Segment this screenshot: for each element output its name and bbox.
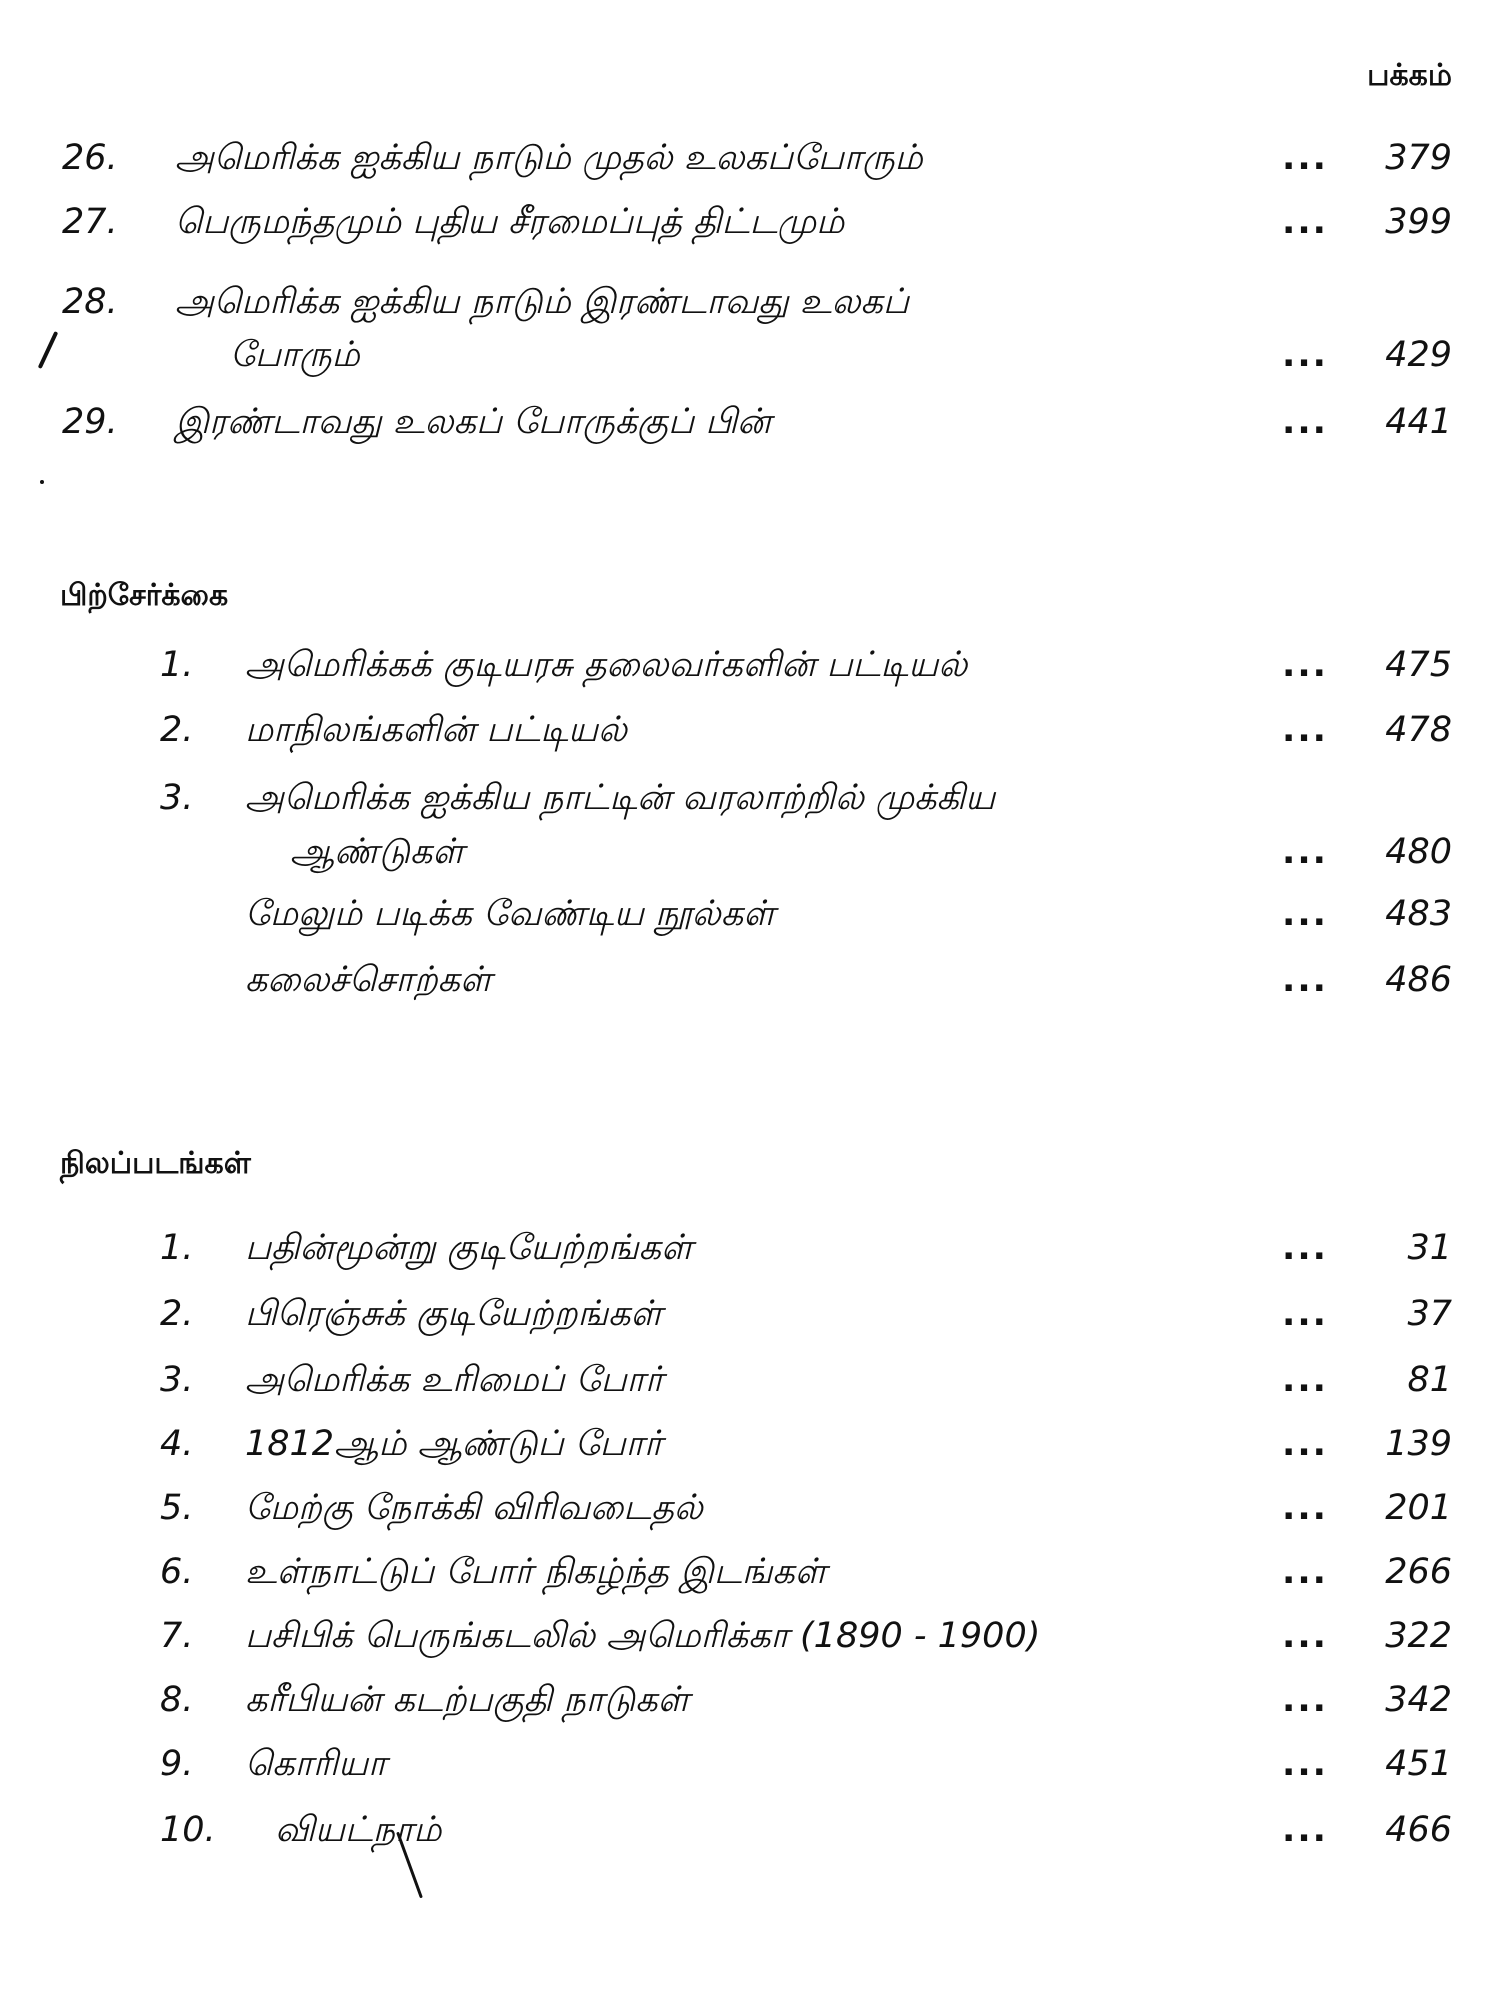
entry-page: 31	[1407, 1228, 1452, 1268]
entry-number: 2.	[160, 1294, 194, 1334]
entry-number: 1.	[160, 1228, 194, 1268]
entry-page: 441	[1385, 402, 1452, 442]
entry-number: 3.	[160, 1360, 194, 1400]
page-column-heading: பக்கம்	[1367, 58, 1452, 93]
entry-number: 4.	[160, 1424, 194, 1464]
toc-entry	[0, 192, 1500, 252]
toc-entry	[0, 950, 1500, 1010]
entry-number: 5.	[160, 1488, 194, 1528]
dot-leader: ...	[1282, 1294, 1328, 1334]
dot-leader: ...	[1282, 894, 1328, 934]
toc-entry	[0, 635, 1500, 695]
entry-page: 399	[1385, 202, 1452, 242]
entry-title: பெருமந்தமும் புதிய சீரமைப்புத் திட்டமும்	[175, 202, 845, 242]
dot-leader: ...	[1282, 832, 1328, 872]
entry-page: 486	[1385, 960, 1452, 1000]
toc-entry	[0, 1606, 1500, 1666]
dot-leader: ...	[1282, 202, 1328, 242]
entry-number: 26.	[62, 138, 118, 178]
maps-heading: நிலப்படங்கள்	[60, 1146, 251, 1181]
dot-leader: ...	[1282, 960, 1328, 1000]
entry-number: 28.	[62, 282, 118, 322]
toc-entry-continued	[0, 325, 1500, 385]
entry-page: 429	[1385, 335, 1452, 375]
entry-number: 27.	[62, 202, 118, 242]
speck-mark	[40, 480, 44, 484]
dot-leader: ...	[1282, 1488, 1328, 1528]
entry-number: 10.	[160, 1810, 216, 1850]
toc-entry	[0, 1542, 1500, 1602]
entry-number: 6.	[160, 1552, 194, 1592]
entry-title: 1812ஆம் ஆண்டுப் போர்	[245, 1424, 663, 1464]
dot-leader: ...	[1282, 1680, 1328, 1720]
entry-title: அமெரிக்க ஐக்கிய நாட்டின் வரலாற்றில் முக்கிய	[245, 778, 996, 818]
toc-entry	[0, 128, 1500, 188]
entry-title: அமெரிக்க ஐக்கிய நாடும் இரண்டாவது உலகப்	[175, 282, 909, 322]
toc-entry	[0, 1734, 1500, 1794]
dot-leader: ...	[1282, 1552, 1328, 1592]
entry-number: 3.	[160, 778, 194, 818]
entry-number: 9.	[160, 1744, 194, 1784]
toc-entry	[0, 1478, 1500, 1538]
toc-entry	[0, 1800, 1500, 1860]
entry-title-continued: போரும்	[230, 335, 360, 375]
entry-page: 480	[1385, 832, 1452, 872]
entry-page: 201	[1385, 1488, 1452, 1528]
entry-page: 322	[1385, 1616, 1452, 1656]
toc-entry	[0, 392, 1500, 452]
dot-leader: ...	[1282, 645, 1328, 685]
entry-title: கலைச்சொற்கள்	[245, 960, 492, 1000]
entry-number: 29.	[62, 402, 118, 442]
dot-leader: ...	[1282, 1424, 1328, 1464]
entry-number: 2.	[160, 710, 194, 750]
toc-entry	[0, 700, 1500, 760]
dot-leader: ...	[1282, 1744, 1328, 1784]
entry-page: 37	[1407, 1294, 1452, 1334]
entry-title: மாநிலங்களின் பட்டியல்	[245, 710, 628, 750]
dot-leader: ...	[1282, 402, 1328, 442]
entry-page: 483	[1385, 894, 1452, 934]
entry-page: 342	[1385, 1680, 1452, 1720]
dot-leader: ...	[1282, 335, 1328, 375]
entry-title: மேலும் படிக்க வேண்டிய நூல்கள்	[245, 894, 775, 934]
entry-title: இரண்டாவது உலகப் போருக்குப் பின்	[175, 402, 772, 442]
toc-entry	[0, 1284, 1500, 1344]
entry-page: 466	[1385, 1810, 1452, 1850]
toc-entry	[0, 1414, 1500, 1474]
entry-number: 1.	[160, 645, 194, 685]
dot-leader: ...	[1282, 710, 1328, 750]
dot-leader: ...	[1282, 1228, 1328, 1268]
toc-entry	[0, 1218, 1500, 1278]
entry-number: 8.	[160, 1680, 194, 1720]
dot-leader: ...	[1282, 1810, 1328, 1850]
entry-title-continued: ஆண்டுகள்	[290, 832, 465, 872]
entry-page: 451	[1385, 1744, 1452, 1784]
entry-title: கொரியா	[245, 1744, 387, 1784]
entry-title: அமெரிக்க ஐக்கிய நாடும் முதல் உலகப்போரும்	[175, 138, 923, 178]
entry-title: பிரெஞ்சுக் குடியேற்றங்கள்	[245, 1294, 663, 1334]
toc-entry	[0, 1670, 1500, 1730]
toc-entry	[0, 272, 1500, 332]
entry-number: 7.	[160, 1616, 194, 1656]
entry-page: 139	[1385, 1424, 1452, 1464]
entry-title: பசிபிக் பெருங்கடலில் அமெரிக்கா (1890 - 1900)	[245, 1616, 1041, 1656]
entry-page: 379	[1385, 138, 1452, 178]
entry-title: அமெரிக்க உரிமைப் போர்	[245, 1360, 664, 1400]
entry-page: 475	[1385, 645, 1452, 685]
entry-title: பதின்மூன்று குடியேற்றங்கள்	[245, 1228, 693, 1268]
toc-entry-continued	[0, 822, 1500, 882]
toc-entry	[0, 884, 1500, 944]
appendix-heading: பிற்சேர்க்கை	[60, 578, 229, 613]
entry-page: 478	[1385, 710, 1452, 750]
dot-leader: ...	[1282, 1616, 1328, 1656]
entry-page: 81	[1407, 1360, 1452, 1400]
entry-title: வியட்நாம்	[275, 1810, 442, 1850]
entry-title: உள்நாட்டுப் போர் நிகழ்ந்த இடங்கள்	[245, 1552, 827, 1592]
toc-entry	[0, 768, 1500, 828]
toc-entry	[0, 1350, 1500, 1410]
dot-leader: ...	[1282, 1360, 1328, 1400]
entry-title: அமெரிக்கக் குடியரசு தலைவர்களின் பட்டியல்	[245, 645, 968, 685]
entry-title: கரீபியன் கடற்பகுதி நாடுகள்	[245, 1680, 690, 1720]
entry-title: மேற்கு நோக்கி விரிவடைதல்	[245, 1488, 703, 1528]
dot-leader: ...	[1282, 138, 1328, 178]
entry-page: 266	[1385, 1552, 1452, 1592]
